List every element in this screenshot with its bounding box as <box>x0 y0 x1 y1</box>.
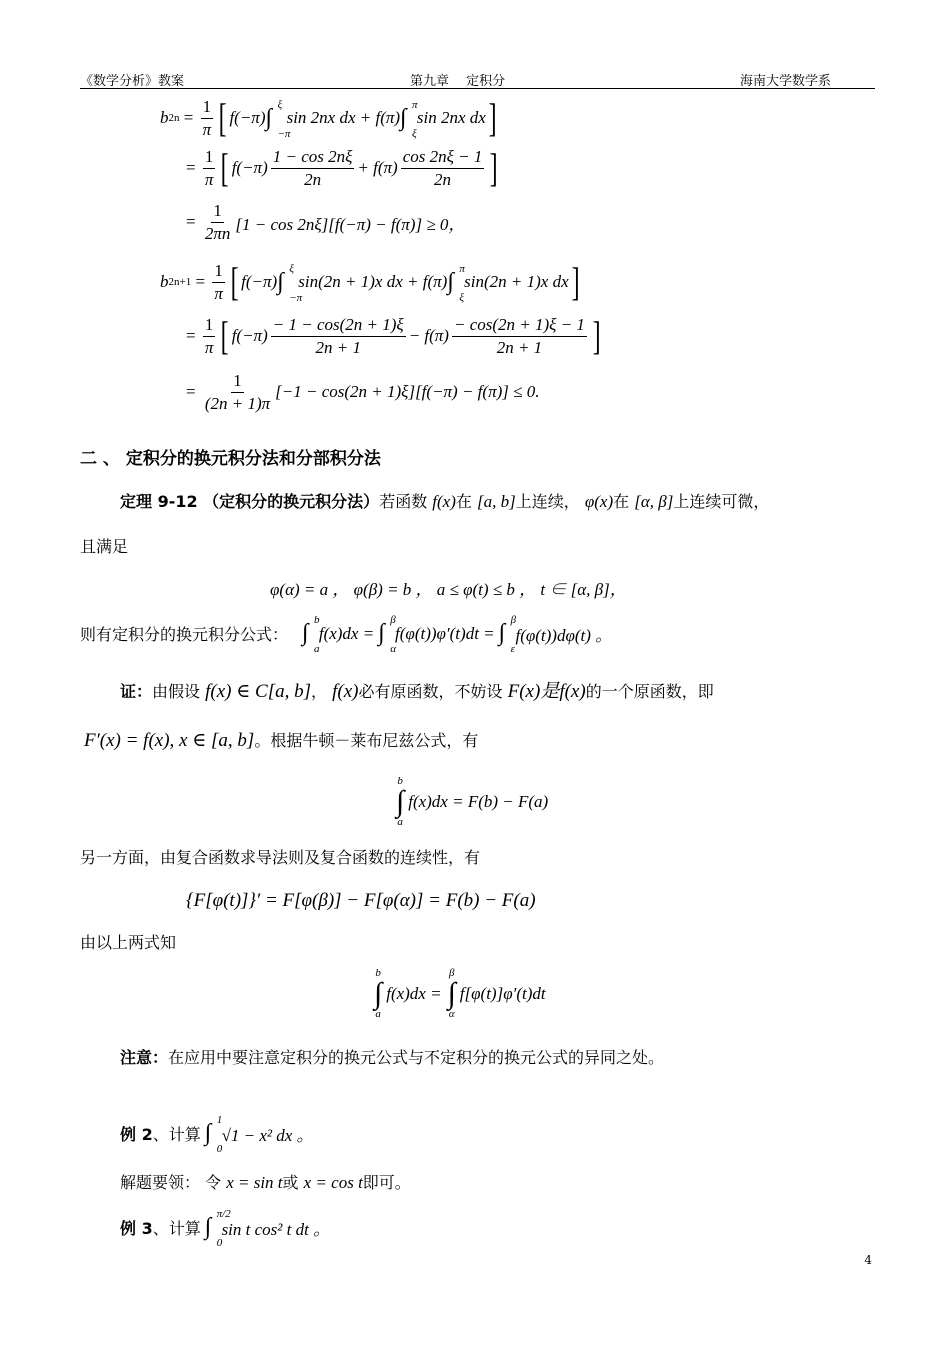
section-title: 二 、 定积分的换元积分法和分部积分法 <box>80 449 381 469</box>
header-divider <box>80 88 875 89</box>
example-2: 例 2 、计算 ∫ 1 0 √1 − x² dx 。 <box>120 1114 314 1155</box>
proof-equation-3: b ∫ a f(x)dx = β ∫ α f[φ(t)]φ′(t)dt <box>374 967 546 1020</box>
proof-line-3: 另一方面，由复合函数求导法则及复合函数的连续性，有 <box>80 848 481 867</box>
header-center: 第九章 定积分 <box>410 74 506 89</box>
theorem-formula: 则有定积分的换元积分公式： ∫ b a f(x)dx = ∫ β α f(φ(t))φ′(t)dt = ∫ β ε f(φ(t))dφ(t) 。 <box>80 614 613 655</box>
proof-line-1: 证：由假设 f(x) ∈ C[a, b]， f(x)必有原函数，不妨设 F(x)是f(x)的一个原函数，即 <box>120 681 714 702</box>
example-3: 例 3 、计算 ∫ π/2 0 sin t cos² t dt 。 <box>120 1208 331 1249</box>
equation-b2n-3: = $\frac{1}{2\pi n}$ [1 − cos 2nξ][f(−π) − f(π)] ≥ 0， <box>186 201 466 243</box>
theorem-line-2: 且满足 <box>80 537 129 556</box>
header-left: 《数学分析》教案 <box>80 74 185 89</box>
equation-b2n-1: b 2n = $\frac{1}{\pi}$ [ f(−π) ∫ ξ −π sin 2nx dx + f(π) ∫ π ξ sin 2nx dx ] <box>160 95 497 141</box>
proof-line-4: 由以上两式知 <box>80 933 177 952</box>
equation-b2n1-3: = $\frac{1}{(2n + 1)\pi}$ [−1 − cos(2n + 1)ξ][f(−π) − f(π)] ≤ 0. <box>186 371 540 413</box>
proof-equation-2: {F[φ(t)]}′ = F[φ(β)] − F[φ(α)] = F(b) − F(a) <box>186 890 536 911</box>
header-right: 海南大学数学系 <box>740 74 832 89</box>
theorem-conditions: φ(α) = a ， φ(β) = b ， a ≤ φ(t) ≤ b ， t ∈ [α, β]， <box>270 580 627 599</box>
equation-b2n1-2: = $\frac{1}{\pi}$ [ f(−π) $\frac{- 1 - \cos(2n + 1)\xi}{2n + 1}$ − f(π) $\frac{- \cos(2n + 1)\xi - 1}{2n + 1}$ ] <box>186 313 601 359</box>
note: 注意：在应用中要注意定积分的换元公式与不定积分的换元公式的异同之处。 <box>120 1048 665 1067</box>
theorem-line-1: 定理 9-12 （定积分的换元积分法）若函数 f(x)在 [a, b]上连续， φ(x)在 [α, β]上连续可微， <box>120 492 770 511</box>
hint: 解题要领： 令 x = sin t或 x = cos t即可。 <box>120 1173 411 1192</box>
proof-line-2: F′(x) = f(x), x ∈ [a, b]。根据牛顿－莱布尼兹公式，有 <box>84 730 479 751</box>
proof-equation-1: b ∫ a f(x)dx = F(b) − F(a) <box>396 775 549 828</box>
equation-b2n-2: = $\frac{1}{\pi}$ [ f(−π) $\frac{1 - \cos 2n\xi}{2n}$ + f(π) $\frac{\cos 2n\xi - 1}{2n}$ ] <box>186 145 499 191</box>
page-number: 4 <box>864 1253 872 1267</box>
equation-b2n1-1: b 2n+1 = $\frac{1}{\pi}$ [ f(−π) ∫ ξ −π sin(2n + 1)x dx + f(π) ∫ π ξ sin(2n + 1)x dx ] <box>160 259 580 305</box>
